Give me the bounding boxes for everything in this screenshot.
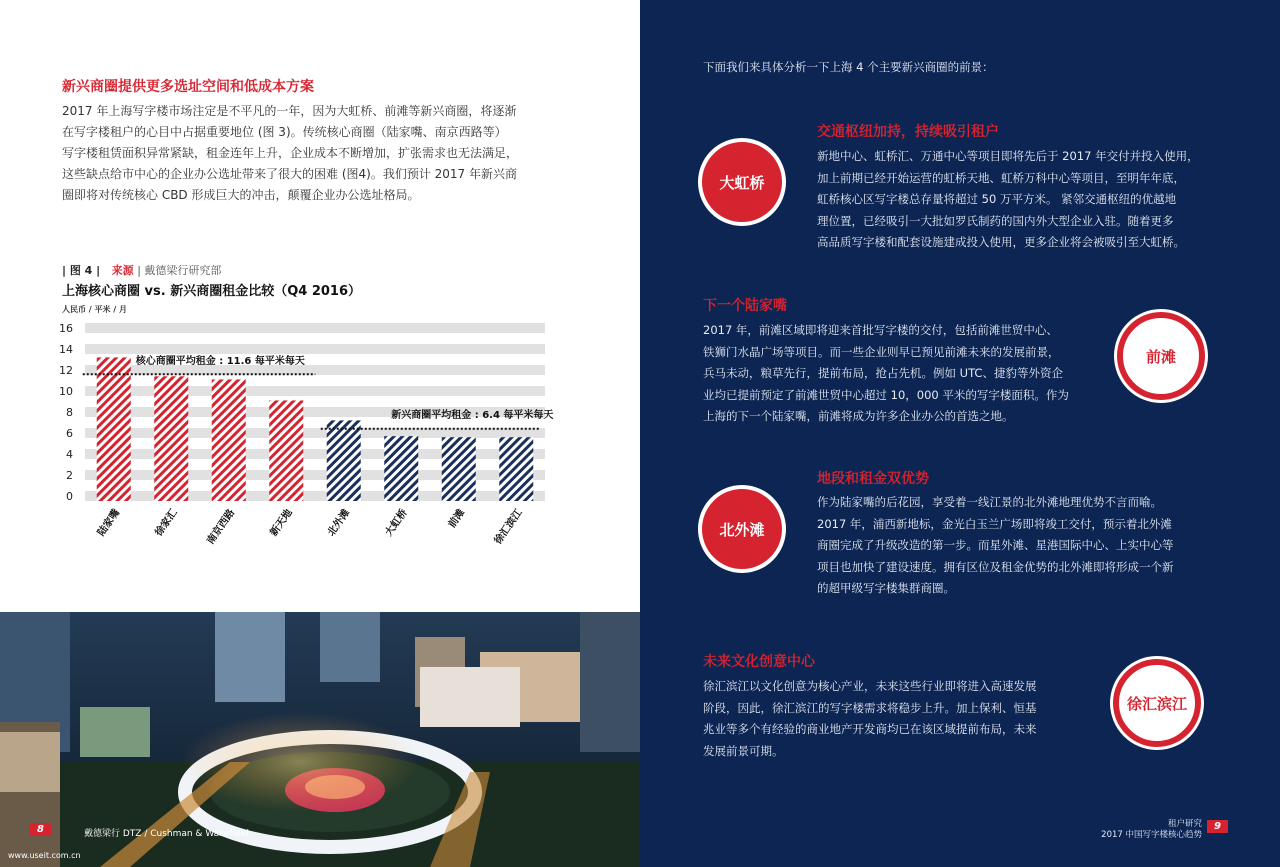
heading-qiantan: 下一个陆家嘴 <box>703 298 787 314</box>
x-tick-label: 新天地 <box>268 507 295 539</box>
intro-paragraph <box>62 101 562 206</box>
bar-core <box>212 379 246 501</box>
heading-xuhui-riverside: 未来文化创意中心 <box>703 654 815 670</box>
footer-right <box>1101 819 1202 841</box>
text-line: 徐汇滨江以文化创意为核心产业，未来这些行业即将进入高速发展 <box>703 679 1037 693</box>
watermark: www.useit.com.cn <box>8 851 81 860</box>
bar-new <box>499 437 533 501</box>
source-name: | 戴德梁行研究部 <box>137 264 222 277</box>
source-label: 来源 <box>111 264 134 277</box>
intro-line: 这些缺点给市中心的企业办公选址带来了很大的困难 (图4)。我们预计 2017 年新兴商 <box>62 167 517 181</box>
grid-band <box>85 470 545 480</box>
x-tick-label: 北外滩 <box>325 507 353 539</box>
text-line: 发展前景可期。 <box>703 743 784 758</box>
x-tick-label: 大虹桥 <box>383 507 410 539</box>
chart-title: 上海核心商圈 vs. 新兴商圈租金比较（Q4 2016） <box>62 284 362 299</box>
bar-new <box>384 436 418 501</box>
text-line: 的超甲级写字楼集群商圈。 <box>817 581 955 595</box>
grid-band <box>85 449 545 459</box>
text-line: 2017 年，前滩区域即将迎来首批写字楼的交付，包括前滩世贸中心、 <box>703 323 1058 337</box>
text-line: 上海的下一个陆家嘴，前滩将成为许多企业办公的首选之地。 <box>703 409 1014 423</box>
y-tick-label: 12 <box>59 364 73 377</box>
text-line: 虹桥核心区写字楼总存量将超过 50 万平方米。 紧邻交通枢纽的优越地 <box>817 192 1177 206</box>
bar-core <box>97 357 131 501</box>
text-line: 新地中心、虹桥汇、万通中心等项目即将先后于 2017 年交付并投入使用， <box>817 149 1199 163</box>
circle-qiantan: 前滩 <box>1117 312 1205 400</box>
footer-line: 2017 中国写字楼核心趋势 <box>1101 830 1202 840</box>
grid-band <box>85 428 545 438</box>
bar-new <box>327 420 361 501</box>
core-average-label: 核心商圈平均租金 : 11.6 每平米每天 <box>135 356 305 368</box>
text-line: 理位置，已经吸引一大批如罗氏制药的国内外大型企业入驻。随着更多 <box>817 213 1174 228</box>
text-north-bund <box>817 492 1237 600</box>
text-line: 2017 年，浦西新地标，金光白玉兰广场即将竣工交付，预示着北外滩 <box>817 516 1172 531</box>
text-line: 商圈完成了升级改造的第一步。而星外滩、星港国际中心、上实中心等 <box>817 538 1174 552</box>
intro-line: 2017 年上海写字楼市场注定是不平凡的一年，因为大虹桥、前滩等新兴商圈，将逐渐 <box>62 104 517 118</box>
figure-label: | 图 4 | <box>62 264 101 277</box>
heading-hongqiao: 交通枢纽加持，持续吸引租户 <box>817 124 999 140</box>
x-tick-label: 陆家嘴 <box>95 507 123 539</box>
x-tick-label: 徐家汇 <box>153 507 180 539</box>
y-tick-label: 10 <box>59 385 73 398</box>
y-tick-label: 4 <box>66 448 73 461</box>
y-tick-label: 14 <box>59 343 73 356</box>
text-qiantan <box>703 320 1123 428</box>
grid-band <box>85 344 545 354</box>
bar-new <box>442 437 476 501</box>
text-line: 兵马未动，粮草先行，提前布局，抢占先机。例如 UTC、捷豹等外资企 <box>703 366 1063 380</box>
y-tick-label: 16 <box>59 322 73 335</box>
x-tick-label: 徐汇滨江 <box>492 507 525 547</box>
circle-north-bund: 北外滩 <box>698 485 786 573</box>
footer-line: 租户研究 <box>1167 819 1202 829</box>
y-tick-label: 0 <box>66 490 73 503</box>
left-page-number: 8 <box>30 823 51 836</box>
grid-band <box>85 386 545 396</box>
text-line: 业均已提前预定了前滩世贸中心超过 10，000 平米的写字楼面积。作为 <box>703 387 1069 402</box>
text-line: 兆业等多个有经验的商业地产开发商均已在该区域提前布局，未来 <box>703 722 1037 736</box>
text-line: 加上前期已经开始运营的虹桥天地、虹桥万科中心等项目，至明年年底， <box>817 170 1185 185</box>
y-tick-label: 8 <box>66 406 73 419</box>
circle-xuhui-riverside: 徐汇滨江 <box>1113 659 1201 747</box>
text-hongqiao <box>817 146 1237 254</box>
text-line: 高品质写字楼和配套设施建成投入使用，更多企业将会被吸引至大虹桥。 <box>817 235 1185 249</box>
intro-line: 在写字楼租户的心目中占据重要地位 (图 3)。传统核心商圈（陆家嘴、南京西路等） <box>62 125 507 139</box>
grid-band <box>85 323 545 333</box>
bar-core <box>269 400 303 501</box>
y-tick-label: 6 <box>66 427 73 440</box>
section-title: 新兴商圈提供更多选址空间和低成本方案 <box>62 79 314 95</box>
new-average-label: 新兴商圈平均租金 : 6.4 每平米每天 <box>391 409 554 421</box>
text-xuhui-riverside <box>703 676 1123 762</box>
text-line: 作为陆家嘴的后花园，享受着一线江景的北外滩地理优势不言而喻。 <box>817 495 1162 509</box>
right-intro: 下面我们来具体分析一下上海 4 个主要新兴商圈的前景： <box>703 60 994 74</box>
heading-north-bund: 地段和租金双优势 <box>817 471 929 487</box>
right-page-number: 9 <box>1207 820 1228 833</box>
footer-brand: 戴德梁行 DTZ / Cushman & Wakefield <box>84 829 250 839</box>
text-line: 阶段，因此，徐汇滨江的写字楼需求将稳步上升。加上保利、恒基 <box>703 700 1037 715</box>
right-page <box>640 0 1280 867</box>
chart-unit: 人民币 / 平米 / 月 <box>62 305 127 314</box>
text-line: 铁狮门水晶广场等项目。而一些企业则早已预见前滩未来的发展前景， <box>703 344 1060 359</box>
rent-bar-chart <box>55 315 555 550</box>
intro-line: 圈即将对传统核心 CBD 形成巨大的冲击，颠覆企业办公选址格局。 <box>62 188 420 202</box>
text-line: 项目也加快了建设速度。拥有区位及租金优势的北外滩即将形成一个新 <box>817 559 1174 574</box>
y-tick-label: 2 <box>66 469 73 482</box>
x-tick-label: 前滩 <box>446 507 468 531</box>
intro-line: 写字楼租赁面积异常紧缺，租金连年上升，企业成本不断增加，扩张需求也无法满足， <box>62 146 519 160</box>
bar-core <box>154 376 188 501</box>
grid-band <box>85 491 545 501</box>
x-tick-label: 南京西路 <box>205 507 238 547</box>
circle-hongqiao: 大虹桥 <box>698 138 786 226</box>
figure-header <box>62 262 221 278</box>
